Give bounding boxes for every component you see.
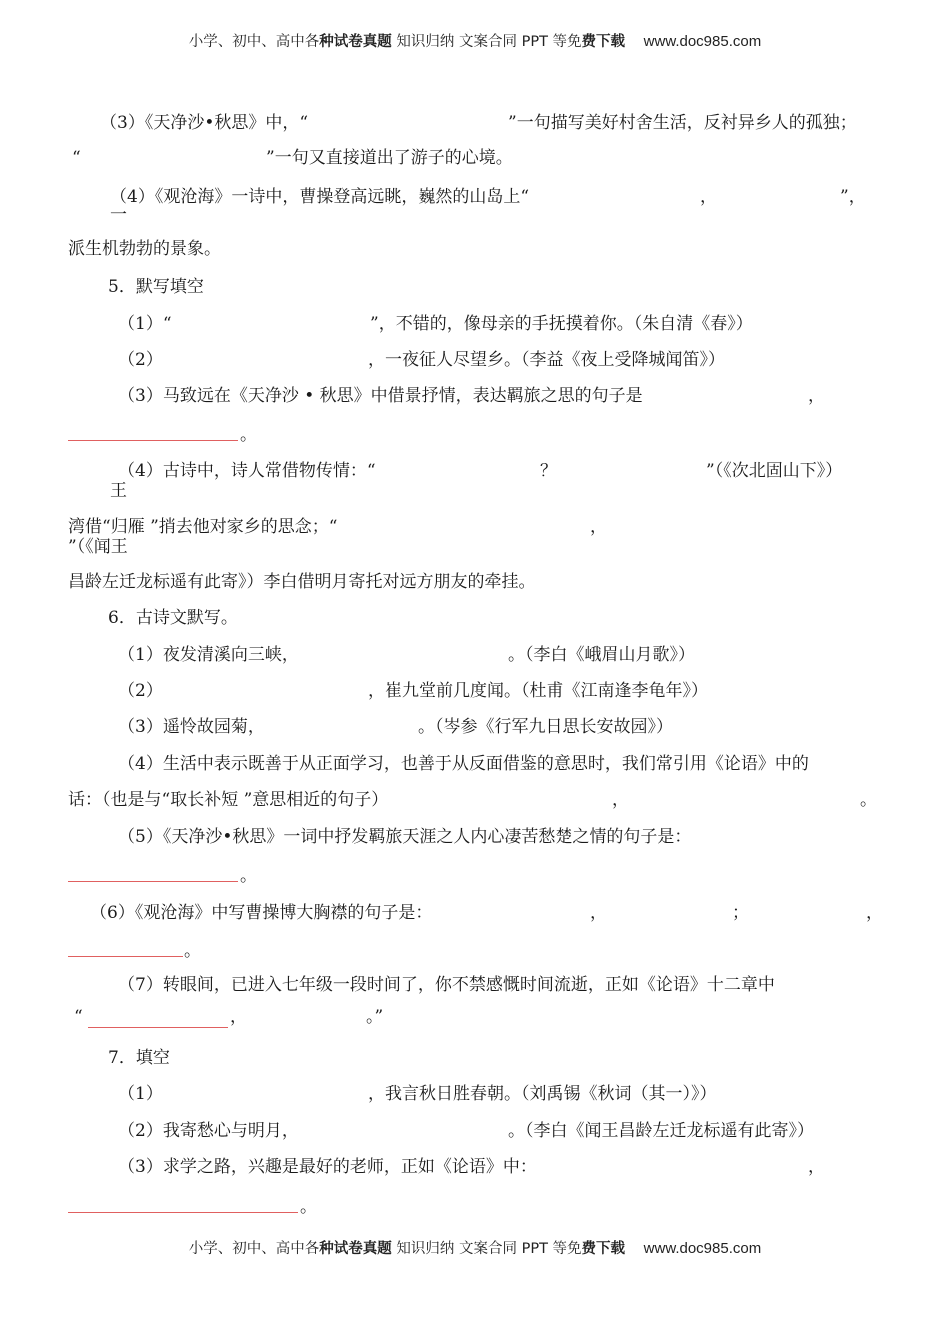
q5-item4-wang: 王 <box>110 481 127 501</box>
q6-item5-period: 。 <box>240 866 257 886</box>
q6-item7-comma: ， <box>230 1007 247 1027</box>
q6-item6-comma1: ， <box>590 903 607 923</box>
q4-item4-line2: 派生机勃勃的景象。 <box>68 239 221 259</box>
answer-blank-line[interactable] <box>88 1027 228 1028</box>
q6-item6-period: 。 <box>184 941 201 961</box>
answer-blank-line[interactable] <box>68 881 238 882</box>
q6-item7-open-quote: “ <box>74 1007 83 1027</box>
answer-blank-line[interactable] <box>68 956 183 957</box>
q6-item6-line1: （6）《观沧海》中写曹操博大胸襟的句子是： <box>90 903 433 923</box>
q4-item3-line2-start: “ <box>72 148 81 168</box>
q5-item3-comma: ， <box>808 386 825 406</box>
q6-item2-end: ，崔九堂前几度闻。（杜甫《江南逢李龟年》） <box>368 681 708 701</box>
q4-item4-close: ”， <box>840 187 866 207</box>
q4-item3-line1-end: ”一句描写美好村舍生活，反衬异乡人的孤独； <box>508 113 857 133</box>
q6-item6-comma2: ， <box>866 903 883 923</box>
q5-item4-line3: 昌龄左迁龙标遥有此寄》）李白借明月寄托对远方朋友的牵挂。 <box>68 572 536 592</box>
q6-item2-start: （2） <box>118 681 163 701</box>
q6-item7-line1: （7）转眼间，已进入七年级一段时间了，你不禁感慨时间流逝，正如《论语》十二章中 <box>118 975 775 995</box>
q5-item4-line2-end: ”（《闻王 <box>68 537 128 557</box>
q6-item3-end: 。（岑参《行军九日思长安故园》） <box>418 717 673 737</box>
q5-item2-end: ，一夜征人尽望乡。（李益《夜上受降城闻笛》） <box>368 350 725 370</box>
q5-item4-question-mark: ？ <box>540 461 557 481</box>
q5-item3-period: 。 <box>240 425 257 445</box>
q6-item5-line1: （5）《天净沙•秋思》一词中抒发羁旅天涯之人内心凄苦愁楚之情的句子是： <box>118 827 692 847</box>
q7-item3-start: （3）求学之路，兴趣是最好的老师，正如《论语》中： <box>118 1157 537 1177</box>
q6-title: 6．古诗文默写。 <box>108 608 238 628</box>
q6-item6-semicolon: ； <box>732 903 749 923</box>
page-footer <box>0 1237 950 1258</box>
q5-item3: （3）马致远在《天净沙 • 秋思》中借景抒情，表达羁旅之思的句子是 <box>118 386 643 406</box>
q5-item1-end: ”，不错的，像母亲的手抚摸着你。（朱自清《春》） <box>370 314 753 334</box>
q7-item2-start: （2）我寄愁心与明月， <box>118 1121 299 1141</box>
q6-item3-start: （3）遥怜故园菊， <box>118 717 265 737</box>
q7-item3-period: 。 <box>300 1197 317 1217</box>
footer-text: 小学、初中、高中各种试卷真题 知识归纳 文案合同 PPT 等免费下载 <box>188 1241 626 1257</box>
q6-item4-period: 。 <box>860 790 877 810</box>
q6-item4-line2: 话：（也是与“取长补短 ”意思相近的句子） <box>68 790 389 810</box>
q5-title: 5．默写填空 <box>108 277 204 297</box>
q5-item2-start: （2） <box>118 350 163 370</box>
header-text: 小学、初中、高中各种试卷真题 知识归纳 文案合同 PPT 等免费下载 <box>188 34 626 50</box>
q4-item4-yi: 一 <box>110 205 127 225</box>
footer-url[interactable]: www.doc985.com <box>643 1240 762 1257</box>
q7-item3-comma: ， <box>808 1157 825 1177</box>
q4-item4-line1-start: （4）《观沧海》一诗中，曹操登高远眺，巍然的山岛上“ <box>110 187 530 207</box>
q5-item4-line2: 湾借“归雁 ”捎去他对家乡的思念；“ <box>68 517 338 537</box>
q5-item4-source: ”（《次北固山下》） <box>706 461 843 481</box>
answer-blank-line[interactable] <box>68 1212 298 1213</box>
q6-item1-start: （1）夜发清溪向三峡， <box>118 645 299 665</box>
q5-item4-comma: ， <box>590 517 607 537</box>
q4-item3-line1-start: （3）《天净沙•秋思》中，“ <box>100 113 309 133</box>
page-header <box>0 30 950 51</box>
q7-item2-end: 。（李白《闻王昌龄左迁龙标遥有此寄》） <box>508 1121 814 1141</box>
q6-item1-end: 。（李白《峨眉山月歌》） <box>508 645 695 665</box>
q7-item1-end: ，我言秋日胜春朝。（刘禹锡《秋词（其一）》） <box>368 1084 717 1104</box>
q7-item1-start: （1） <box>118 1084 163 1104</box>
header-url[interactable]: www.doc985.com <box>643 33 762 50</box>
answer-blank-line[interactable] <box>68 440 238 441</box>
q6-item7-close: 。” <box>366 1007 384 1027</box>
q4-item3-line2-end: ”一句又直接道出了游子的心境。 <box>266 148 513 168</box>
q4-item4-comma: ， <box>700 187 717 207</box>
q6-item4-comma: ， <box>612 790 629 810</box>
q5-item4-line1: （4）古诗中，诗人常借物传情：“ <box>118 461 376 481</box>
q7-title: 7．填空 <box>108 1048 170 1068</box>
q5-item1-start: （1）“ <box>118 314 172 334</box>
q6-item4-line1: （4）生活中表示既善于从正面学习，也善于从反面借鉴的意思时，我们常引用《论语》中的 <box>118 754 809 774</box>
